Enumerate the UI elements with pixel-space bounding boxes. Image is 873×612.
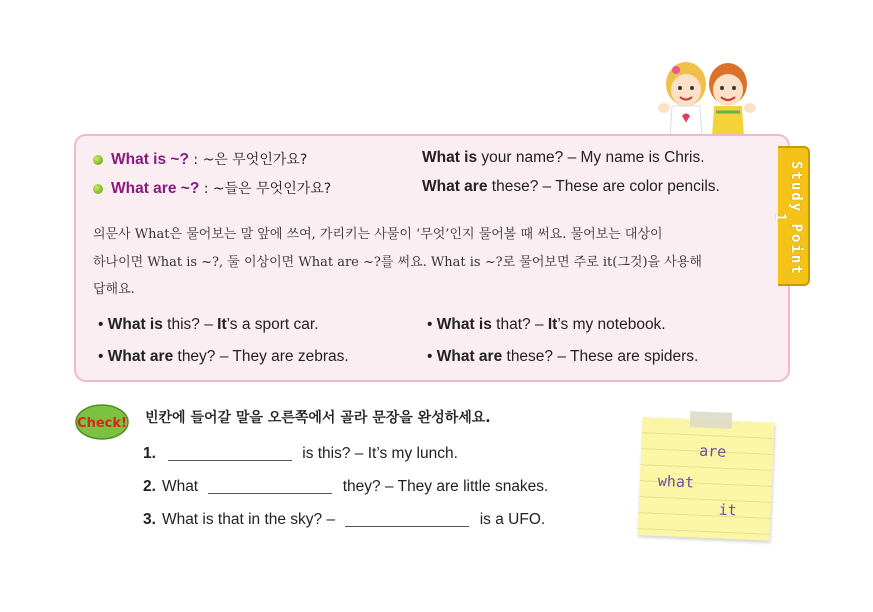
example-bullet: • What are they? – They are zebras. — [98, 348, 349, 365]
question-text: they? – They are little snakes. — [338, 478, 549, 495]
example-text: this? – — [162, 316, 218, 333]
example-bold: What is — [422, 149, 478, 166]
example-bullet: • What is this? – It’s a sport car. — [98, 316, 319, 333]
example-bold: What are — [436, 348, 503, 365]
example-bold: What are — [422, 178, 488, 195]
pattern-keyword: What are ~? — [111, 180, 200, 197]
answer-blank-1[interactable] — [168, 444, 292, 461]
answer-blank-3[interactable] — [345, 510, 469, 527]
example-bold: What is — [107, 316, 163, 333]
example-bold: What is — [436, 316, 492, 333]
word-bank-item: what — [657, 471, 695, 492]
explanation-line: 답해요. — [93, 282, 135, 297]
question-number: 2. — [143, 478, 156, 495]
pattern-example-what-are — [422, 178, 720, 196]
question-number: 3. — [143, 511, 156, 528]
answer-blank-2[interactable] — [208, 477, 332, 494]
example-text: they? – They are zebras. — [173, 348, 349, 365]
example-text: ’s my notebook. — [557, 316, 666, 333]
example-bold: It — [547, 316, 558, 333]
word-bank-item: it — [718, 500, 738, 520]
explanation-text — [93, 221, 773, 304]
example-bold: What are — [107, 348, 174, 365]
green-bullet-icon — [93, 155, 103, 165]
pattern-meaning: : ~들은 무엇인가요? — [199, 181, 332, 197]
word-bank-note — [637, 417, 774, 541]
example-text: these? – These are color pencils. — [487, 178, 720, 195]
example-text: your name? – My name is Chris. — [477, 149, 705, 166]
green-bullet-icon — [93, 184, 103, 194]
question-text: What — [161, 478, 203, 495]
explanation-line: 하나이면 What is ~?, 둘 이상이면 What are ~?를 써요. What is ~?로 물어보면 주로 it(그것)을 사용해 — [93, 254, 702, 270]
example-text: that? – — [491, 316, 548, 333]
question-text: What is that in the sky? – — [161, 511, 340, 528]
check-instruction: 빈칸에 들어갈 말을 오른쪽에서 골라 문장을 완성하세요. — [145, 410, 491, 426]
question-number: 1. — [143, 445, 156, 462]
check-question-3 — [143, 510, 545, 529]
pattern-example-what-is — [422, 149, 705, 167]
pattern-row-what-is — [93, 149, 307, 169]
pattern-row-what-are — [93, 178, 331, 198]
check-question-2 — [143, 477, 548, 496]
word-bank-item: are — [698, 441, 727, 461]
example-bullet: • What is that? – It’s my notebook. — [427, 316, 666, 333]
example-bullet: • What are these? – These are spiders. — [427, 348, 699, 365]
check-question-1 — [143, 444, 458, 463]
kids-illustration — [652, 54, 762, 138]
tape-strip — [690, 411, 733, 429]
check-badge-label: Check! — [77, 416, 127, 431]
example-text: ’s a sport car. — [226, 316, 319, 333]
pattern-keyword: What is ~? — [111, 151, 189, 168]
example-text: these? – These are spiders. — [502, 348, 699, 365]
question-text: is a UFO. — [475, 511, 546, 528]
question-text: is this? – It’s my lunch. — [297, 445, 458, 462]
study-point-tab — [772, 146, 810, 286]
example-bold: It — [217, 316, 227, 333]
study-point-tab-label: Study Point 1 — [772, 160, 804, 276]
explanation-line: 의문사 What은 물어보는 말 앞에 쓰여, 가리키는 사물이 ‘무엇’인지 물어볼 때 써요. 물어보는 대상이 — [93, 227, 663, 242]
check-badge-icon — [74, 402, 130, 442]
pattern-meaning: : ~은 무엇인가요? — [188, 152, 308, 168]
